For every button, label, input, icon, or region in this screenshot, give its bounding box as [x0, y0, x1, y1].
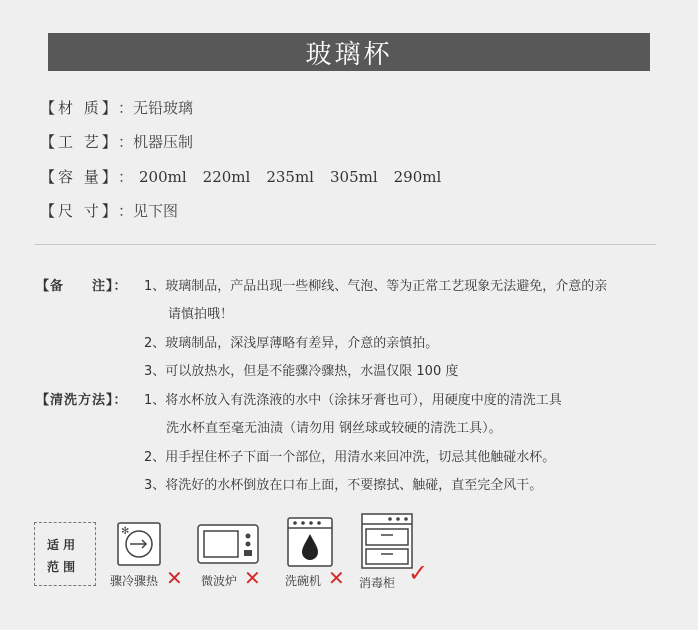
cleaning-label: 【清洗方法】：: [36, 393, 128, 408]
cleaning-line: 1、将水杯放入有洗涤液的水中（涂抹牙膏也可），用硬度中度的清洗工具: [144, 393, 562, 408]
appliance-label: 微波炉: [201, 574, 238, 588]
scope-label: 范 围: [47, 560, 76, 574]
spec-capacity: [40, 166, 457, 187]
spec-material: [40, 97, 193, 118]
spec-colon: ：: [118, 168, 134, 186]
x-mark-icon: ✕: [166, 566, 183, 590]
x-mark-icon: ✕: [328, 566, 345, 590]
appliance-label: 消毒柜: [359, 576, 396, 590]
capacity-value: 200ml: [139, 168, 187, 186]
scope-label: 适 用: [47, 538, 76, 552]
spec-label: 【材 质】: [40, 99, 120, 117]
divider: [34, 244, 656, 245]
remark-line: 请慎拍哦！: [168, 307, 234, 322]
capacity-value: 305ml: [329, 168, 378, 186]
cleaning-line: 3、将洗好的水杯倒放在口布上面，不要擦拭、触碰，直至完全风干。: [144, 478, 543, 493]
cleaning-line: 2、用手捏住杯子下面一个部位，用清水来回冲洗，切忌其他触碰水杯。: [144, 450, 556, 465]
remark-line: 2、玻璃制品，深浅厚薄略有差异，介意的亲慎拍。: [144, 336, 439, 351]
dishwasher-icon: [286, 516, 334, 568]
remark-line: 3、可以放热水，但是不能骤冷骤热，水温仅限 100 度: [144, 364, 459, 379]
spec-value: ：见下图: [118, 202, 179, 220]
page-title: 玻璃杯: [48, 33, 650, 71]
spec-value: ：机器压制: [118, 133, 194, 151]
remark-line: 1、玻璃制品，产品出现一些柳线、气泡、等为正常工艺现象无法避免，介意的亲: [144, 279, 608, 294]
capacity-value: 235ml: [266, 168, 314, 186]
microwave-icon: [197, 522, 259, 566]
freeze-heat-icon: [116, 522, 162, 566]
cleaning-line: 洗水杯直至毫无油渍（请勿用 钢丝球或较硬的清洗工具）。: [166, 421, 502, 436]
spec-process: [40, 131, 193, 152]
spec-size: [40, 200, 178, 221]
capacity-value: 220ml: [202, 168, 251, 186]
spec-label: 【工 艺】: [40, 133, 120, 151]
check-mark-icon: ✓: [408, 559, 429, 587]
x-mark-icon: ✕: [244, 566, 261, 590]
spec-label: 【尺 寸】: [40, 202, 120, 220]
scope-box: [34, 522, 96, 586]
appliance-label: 洗碗机: [285, 574, 322, 588]
appliance-label: 骤冷骤热: [110, 574, 159, 588]
spec-value: ：无铅玻璃: [118, 99, 194, 117]
spec-label: 【容 量】: [40, 168, 120, 186]
svg-text:✻: ✻: [121, 526, 130, 537]
remarks-label: 【备 注】：: [36, 279, 128, 294]
capacity-value: 290ml: [393, 168, 442, 186]
sterilizer-cabinet-icon: [360, 512, 414, 570]
